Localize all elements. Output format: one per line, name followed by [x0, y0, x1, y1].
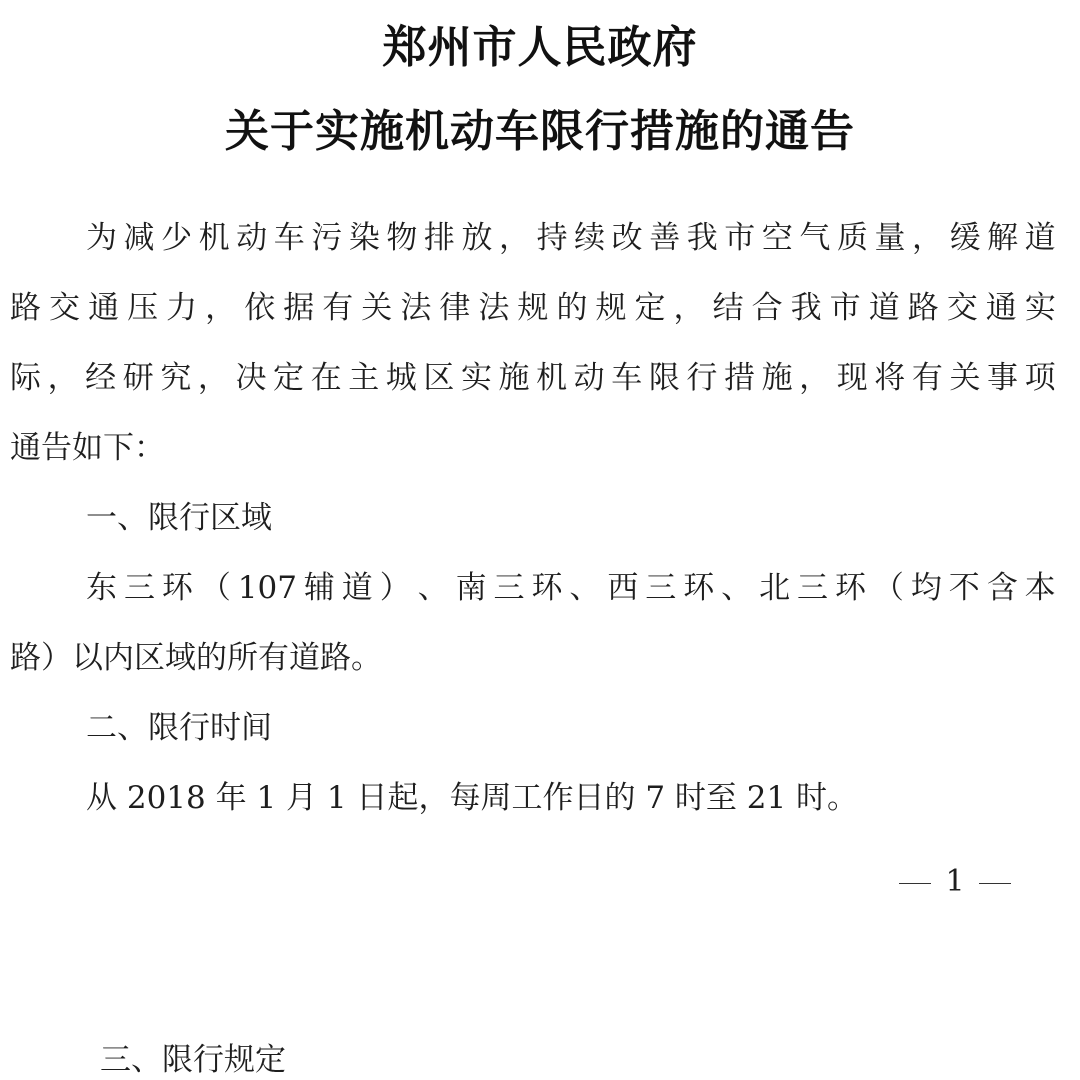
- document-title-issuer: 郑州市人民政府: [382, 22, 698, 73]
- intro-paragraph-line: 为 减 少 机 动 车 污 染 物 排 放 ， 持 续 改 善 我 市 空 气 质 量 ， 缓 解 道: [86, 220, 1056, 256]
- page-number-dash: [899, 883, 931, 884]
- page-number-dash: [979, 883, 1011, 884]
- section-heading-restricted-time: 二、限行时间: [86, 710, 272, 746]
- intro-paragraph-line: 通告如下：: [10, 430, 165, 466]
- section-heading-restricted-area: 一、限行区域: [86, 500, 272, 536]
- section-heading-restriction-rules: 三、限行规定: [100, 1042, 286, 1078]
- document-title-subject: 关于实施机动车限行措施的通告: [225, 106, 855, 157]
- intro-paragraph-line: 路 交 通 压 力 ， 依 据 有 关 法 律 法 规 的 规 定 ， 结 合 我 市 道 路 交 通 实: [10, 290, 1056, 326]
- intro-paragraph-line: 际 ， 经 研 究 ， 决 定 在 主 城 区 实 施 机 动 车 限 行 措 施 ， 现 将 有 关 事 项: [10, 360, 1056, 396]
- section-body-line: 东 三 环 （ 107 辅 道 ） 、 南 三 环 、 西 三 环 、 北 三 环 （ 均 不 含 本: [86, 570, 1056, 606]
- page-number: [880, 862, 1030, 902]
- section-body-line: 路）以内区域的所有道路。: [10, 640, 382, 676]
- section-body-line: 从 2018 年 1 月 1 日起，每周工作日的 7 时至 21 时。: [86, 780, 859, 816]
- page-number-value: 1: [945, 864, 965, 899]
